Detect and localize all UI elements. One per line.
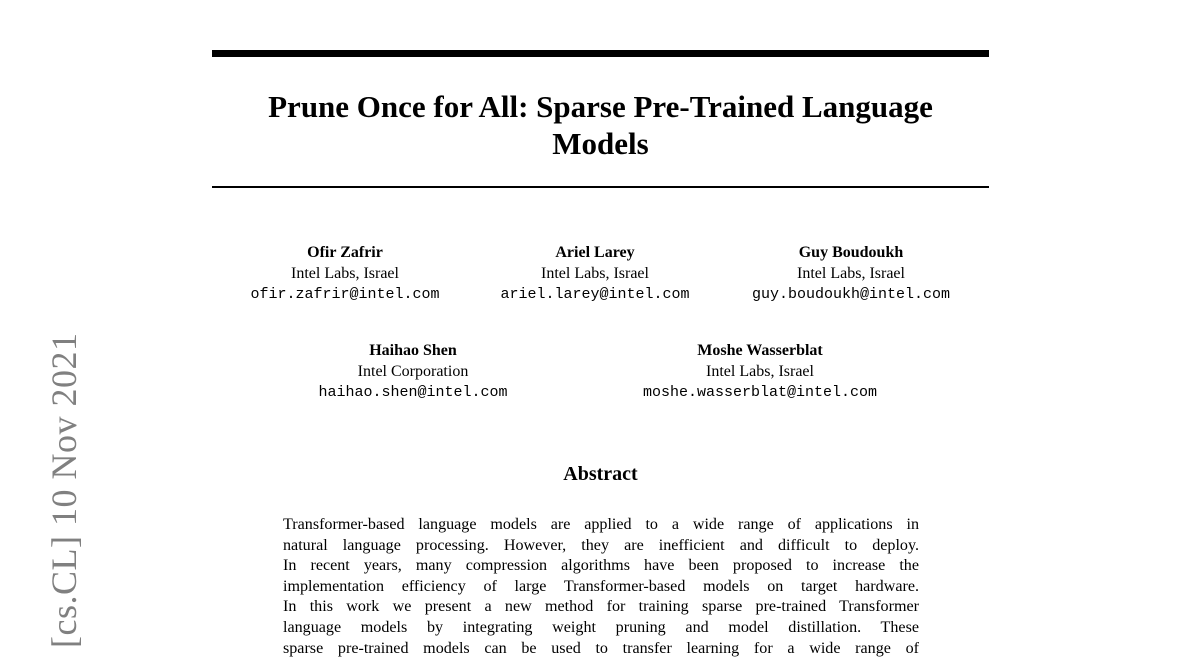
abstract-line: Transformer-based language models are applied to a wide range of applications in: [283, 516, 919, 533]
title-top-rule: [212, 50, 989, 57]
author-name: Haihao Shen: [369, 342, 457, 359]
abstract-heading: Abstract: [563, 463, 638, 485]
abstract-line: implementation efficiency of large Transformer-based models on target hardware.: [283, 577, 919, 595]
author-affiliation: Intel Corporation: [357, 363, 469, 380]
abstract-line: In recent years, many compression algorithms have been proposed to increase the: [283, 557, 919, 575]
author-block: [236, 242, 454, 305]
paper-title: [212, 88, 989, 162]
abstract-line: In this work we present a new method for training sparse pre-trained Transformer: [283, 598, 919, 616]
author-block: [304, 340, 522, 403]
author-name: Ofir Zafrir: [307, 244, 383, 261]
arxiv-stamp-text: [cs.CL] 10 Nov 2021: [44, 332, 84, 648]
abstract-body: [283, 515, 919, 659]
abstract-line: sparse pre-trained models can be used to transfer learning for a wide range of: [283, 639, 919, 657]
title-line-1: Prune Once for All: Sparse Pre-Trained Language: [268, 89, 933, 124]
author-block: [737, 242, 965, 305]
author-affiliation: Intel Labs, Israel: [706, 363, 814, 380]
arxiv-side-stamp: [46, 302, 82, 648]
author-name: Moshe Wasserblat: [697, 342, 823, 359]
author-affiliation: Intel Labs, Israel: [541, 265, 649, 282]
author-name: Guy Boudoukh: [798, 244, 904, 261]
author-block: [486, 242, 704, 305]
abstract-line: natural language processing. However, they are inefficient and difficult to deploy.: [283, 536, 919, 554]
author-affiliation: Intel Labs, Israel: [797, 265, 905, 282]
author-name: Ariel Larey: [555, 244, 635, 261]
title-bottom-rule: [212, 186, 989, 188]
author-email: ariel.larey@intel.com: [500, 286, 690, 303]
author-block: [626, 340, 894, 403]
title-line-2: Models: [552, 126, 649, 161]
author-email: haihao.shen@intel.com: [318, 384, 508, 401]
author-email: guy.boudoukh@intel.com: [751, 286, 951, 303]
author-email: ofir.zafrir@intel.com: [250, 286, 440, 303]
author-email: moshe.wasserblat@intel.com: [642, 384, 878, 401]
abstract-line: language models by integrating weight pruning and model distillation. These: [283, 618, 919, 636]
author-affiliation: Intel Labs, Israel: [291, 265, 399, 282]
